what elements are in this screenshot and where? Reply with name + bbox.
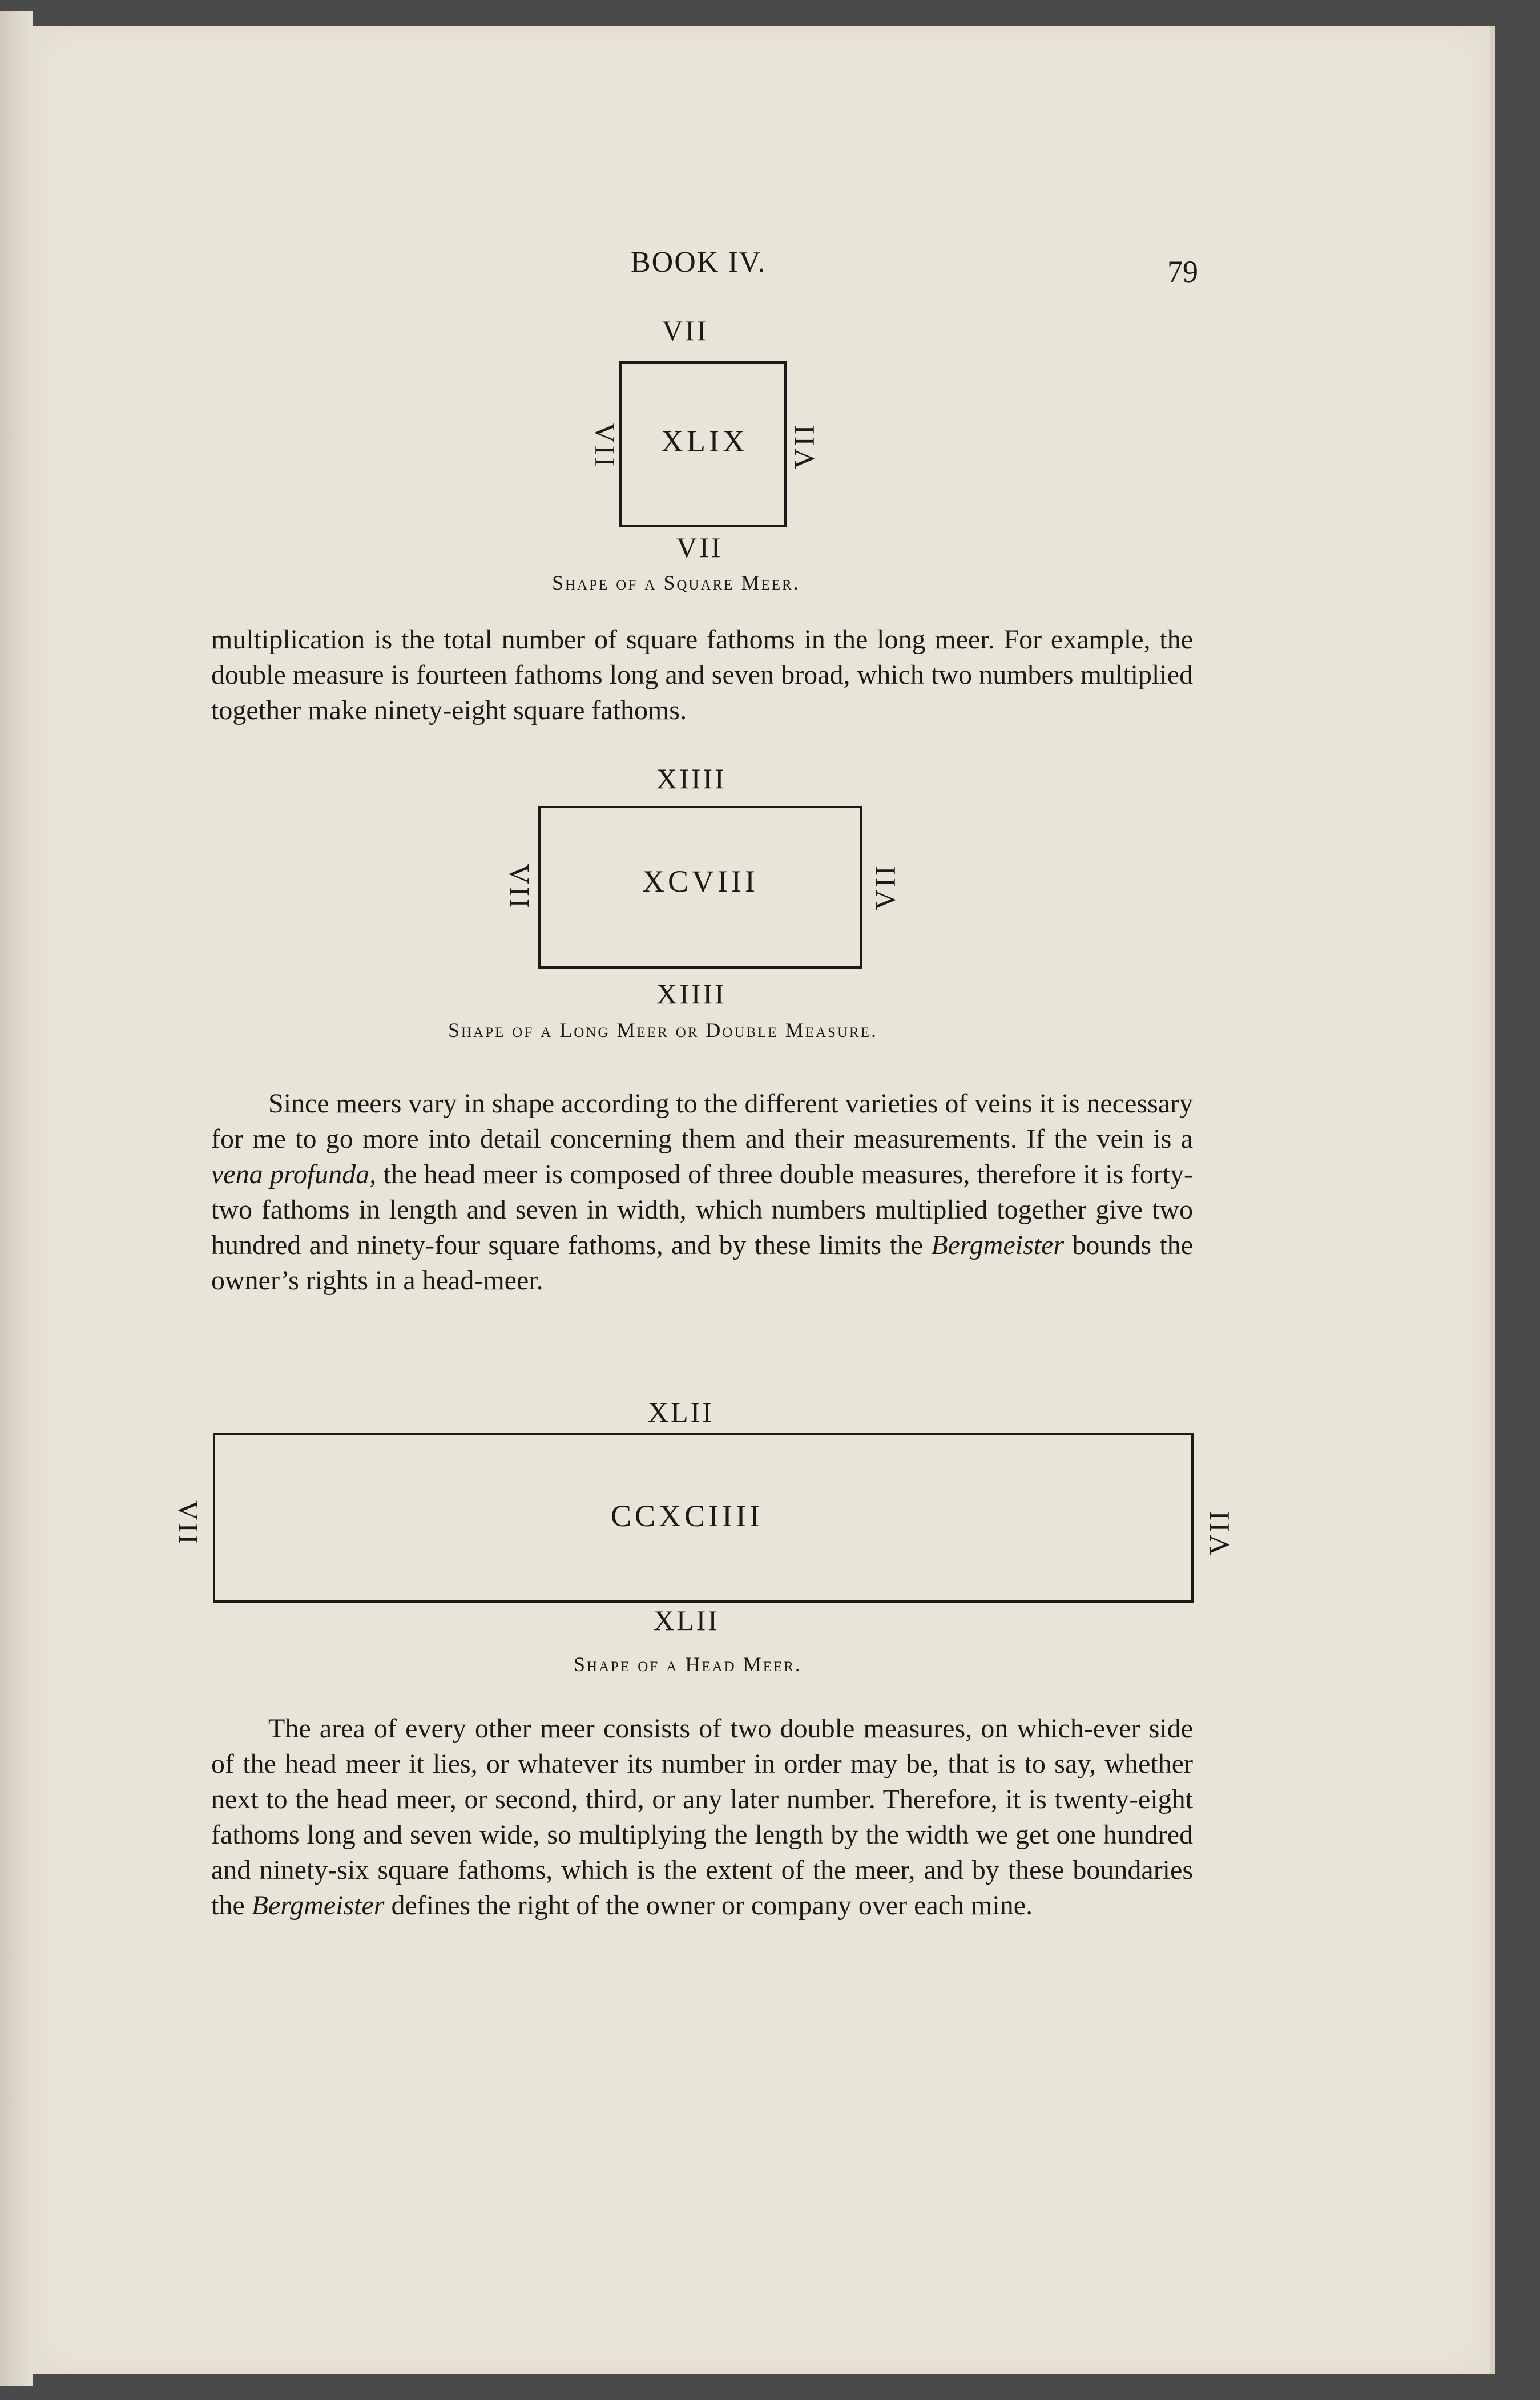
- paragraph-2-italic-1: vena profunda,: [211, 1159, 377, 1189]
- paragraph-2: [211, 1086, 1193, 1298]
- paragraph-2-text: [211, 1086, 1193, 1298]
- page-number: 79: [1167, 255, 1198, 289]
- long-bottom-label: XIIII: [656, 978, 727, 1010]
- long-center-label: XCVIII: [642, 864, 759, 898]
- paragraph-3-part-b: defines the right of the owner or company over each mine.: [384, 1890, 1033, 1921]
- square-caption: Shape of a Square Meer.: [552, 571, 800, 594]
- head-right-label: VII: [1203, 1508, 1235, 1555]
- paragraph-2-part-c: bounds the owner’s rights in a head-meer.: [211, 1230, 1193, 1296]
- head-left-label: VII: [172, 1500, 205, 1547]
- head-bottom-label: XLII: [654, 1604, 720, 1636]
- paragraph-2-part-b: the head meer is composed of three double measures, therefore it is forty-two fathoms in length and seven in width, which numbers multiplied together give two hundred and ninety-four square fathoms, and by these limits the: [211, 1159, 1193, 1260]
- head-top-label: XLII: [648, 1396, 714, 1428]
- paragraph-3-part-a: The area of every other meer consists of two double measures, on which-ever side of the head meer it lies, or whatever its number in order may be, that is to say, whether next to the head meer, or second, third, or any later number. Therefore, it is twenty-eight fathoms long and seven wide, so multiplying the length by the width we get one hundred and ninety-six square fathoms, which is the extent of the meer, and by these boundaries the: [211, 1713, 1193, 1921]
- long-left-label: VII: [503, 864, 536, 910]
- long-caption: Shape of a Long Meer or Double Measure.: [448, 1019, 878, 1042]
- paragraph-2-italic-2: Bergmeister: [931, 1230, 1065, 1260]
- head-center-label: CCXCIIII: [611, 1499, 763, 1533]
- square-left-label: VII: [589, 422, 622, 469]
- long-top-label: XIIII: [656, 763, 727, 794]
- book-spine: [0, 11, 33, 2386]
- long-right-label: VII: [869, 864, 901, 910]
- paragraph-3: [211, 1711, 1193, 1923]
- square-center-label: XLIX: [661, 424, 748, 458]
- paragraph-3-text: [211, 1711, 1193, 1923]
- paragraph-2-part-a: Since meers vary in shape according to the different varieties of veins it is necessary for me to go more into detail concerning them and their measurements. If the vein is a: [211, 1088, 1193, 1154]
- running-title: BOOK IV.: [631, 246, 767, 279]
- square-bottom-label: VII: [676, 531, 723, 563]
- head-caption: Shape of a Head Meer.: [574, 1653, 802, 1676]
- square-top-label: VII: [662, 314, 709, 346]
- paragraph-1: [211, 622, 1193, 728]
- paragraph-3-italic: Bergmeister: [251, 1890, 385, 1921]
- square-right-label: VII: [788, 422, 820, 469]
- paragraph-1-text: multiplication is the total number of square fathoms in the long meer. For example, the double measure is fourteen fathoms long and seven broad, which two numbers multiplied together make ninety-eight square fathoms.: [211, 624, 1193, 725]
